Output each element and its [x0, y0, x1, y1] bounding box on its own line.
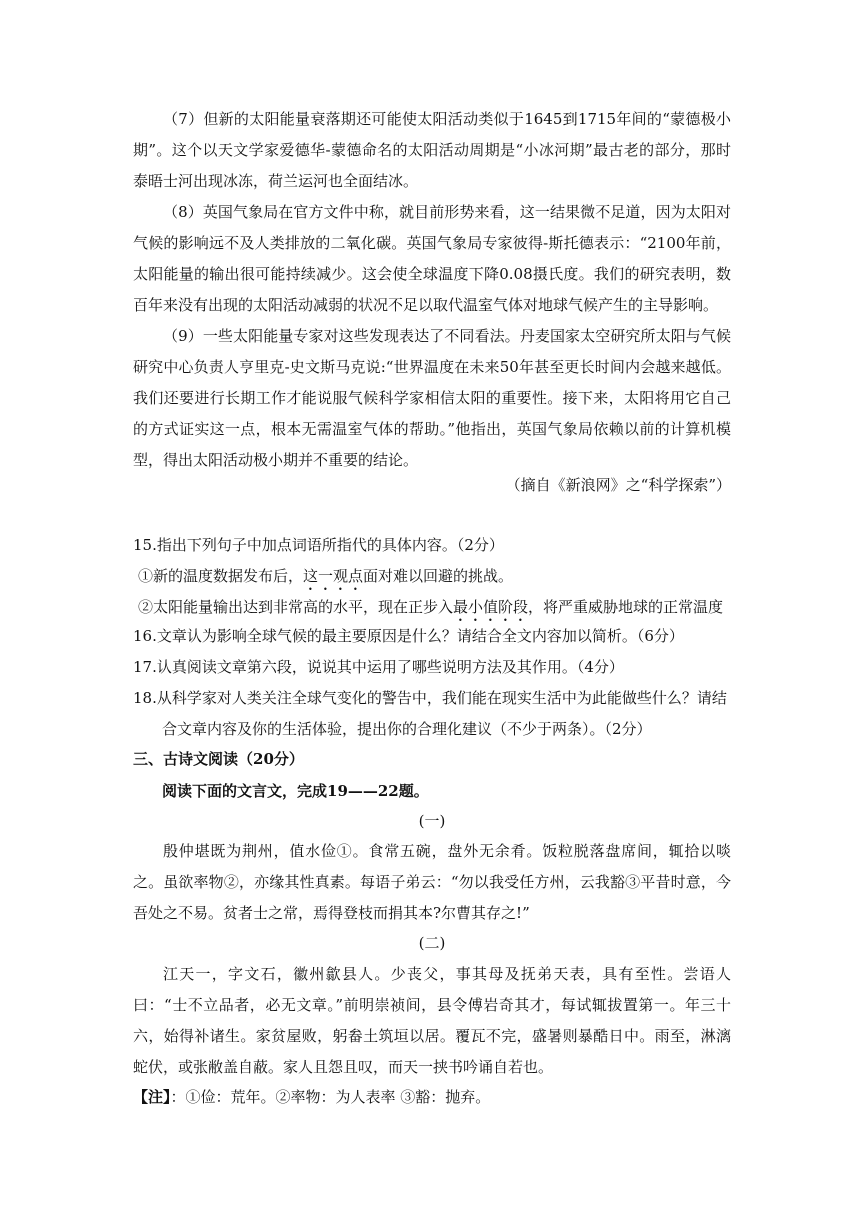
dotted-term-1: 这一观点 — [303, 567, 364, 585]
paragraph-8: （8）英国气象局在官方文件中称，就目前形势来看，这一结果微不足道，因为太阳对气候的影响远不及人类排放的二氧化碳。英国气象局专家彼得-斯托德表示：“2100年前，太阳能量的输出很可能持续减少。这会使全球温度下降0.08摄氏度。我们的研究表明，数百年来没有出现的太阳活动减弱的状况不足以取代温室气体对地球气候产生的主导影响。 — [133, 203, 731, 314]
part-2-text: 江天一，字文石，徽州歙县人。少丧父，事其母及抚弟天表，具有至性。尝语人曰：“士不立品者，必无文章。”前明崇祯间，县令傅岩奇其才，每试辄拔置第一。年三十六，始得补诸生。家贫屋败，躬畚土筑垣以居。覆瓦不完，盛暑则暴酷日中。雨至，淋漓蛇伏，或张敝盖自蔽。家人且怨且叹，而天一挟书吟诵自若也。 — [133, 965, 731, 1076]
article-source: （摘自《新浪网》之“科学探索”） — [505, 476, 731, 494]
note-text: ：①俭：荒年。②率物：为人表率 ③豁：抛弃。 — [170, 1088, 491, 1106]
question-18-line-1: 18.从科学家对人类关注全球气变化的警告中，我们能在现实生活中为此能做些什么？请结 — [133, 689, 727, 707]
question-17: 17.认真阅读文章第六段，说说其中运用了哪些说明方法及其作用。（4分） — [133, 658, 624, 676]
note-label: 【注】 — [133, 1088, 171, 1106]
article-body — [133, 104, 731, 476]
dotted-term-2: 最小值阶段 — [453, 598, 529, 616]
section-3-instruction: 阅读下面的文言文，完成19——22题。 — [162, 782, 429, 800]
question-15-item-2-pre: ②太阳能量输出达到非常高的水平，现在正步入 — [138, 598, 454, 616]
part-1-text: 殷仲堪既为荆州，值水俭①。食常五碗，盘外无余肴。饭粒脱落盘席间，辄拾以啖之。虽欲率物②，亦缘其性真素。每语子弟云：“勿以我受任方州，云我豁③平昔时意，今吾处之不易。贫者士之常，焉得登枝而捐其本?尔曹其存之!” — [133, 842, 731, 922]
question-15-item-2-post: ，将严重威胁地球的正常温度 — [528, 598, 724, 616]
question-16: 16.文章认为影响全球气候的最主要原因是什么？请结合全文内容加以简析。（6分） — [133, 627, 684, 645]
question-15-item-1-post: 面对难以回避的挑战。 — [363, 567, 514, 585]
part-2-label: (二) — [418, 934, 446, 952]
part-2-body — [133, 959, 731, 1083]
question-18-line-2: 合文章内容及你的生活体验，提出你的合理化建议（不少于两条）。（2分） — [162, 720, 652, 738]
part-1-label: (一) — [418, 812, 446, 830]
section-3-heading: 三、古诗文阅读（20分） — [133, 750, 304, 768]
paragraph-9: （9）一些太阳能量专家对这些发现表达了不同看法。丹麦国家太空研究所太阳与气候研究中心负责人亨里克-史文斯马克说:“世界温度在未来50年甚至更长时间内会越来越低。我们还要进行长期工作才能说服气候科学家相信太阳的重要性。接下来，太阳将用它自己的方式证实这一点，根本无需温室气体的帮助。”他指出，英国气象局依赖以前的计算机模型，得出太阳活动极小期并不重要的结论。 — [133, 327, 731, 469]
part-1-body — [133, 836, 731, 929]
question-15: 15.指出下列句子中加点词语所指代的具体内容。（2分） — [133, 536, 504, 554]
question-15-item-1 — [138, 561, 748, 594]
annotation-note — [133, 1082, 743, 1113]
question-15-item-1-pre: ①新的温度数据发布后， — [138, 567, 304, 585]
paragraph-7: （7）但新的太阳能量衰落期还可能使太阳活动类似于1645到1715年间的“蒙德极小期”。这个以天文学家爱德华-蒙德命名的太阳活动周期是“小冰河期”最古老的部分，那时泰晤士河出现冰冻，荷兰运河也全面结冰。 — [133, 110, 731, 190]
